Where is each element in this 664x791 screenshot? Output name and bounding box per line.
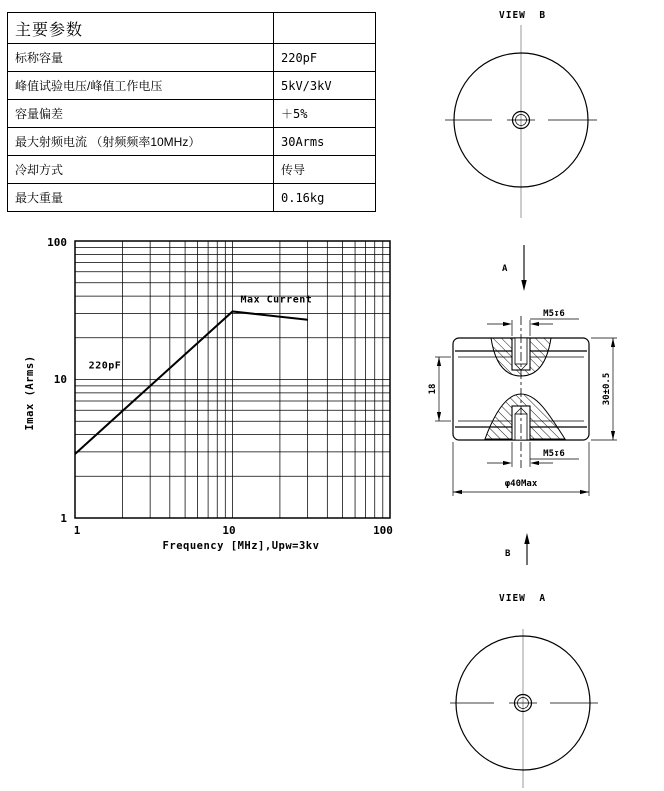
table-row bbox=[8, 100, 376, 128]
section-arrow-a bbox=[498, 243, 538, 293]
section-arrow-b bbox=[505, 533, 530, 565]
diameter-dim-text: φ40Max bbox=[504, 479, 538, 489]
row-value: 5kV/3kV bbox=[274, 72, 376, 100]
table-row bbox=[8, 72, 376, 100]
x-tick-1: 1 bbox=[73, 524, 81, 537]
x-tick-100: 100 bbox=[373, 524, 393, 537]
table-row bbox=[8, 184, 376, 212]
electrode-height-dim-text: 18 bbox=[428, 383, 438, 395]
view-a-drawing bbox=[440, 626, 610, 791]
chart-annotation-0: 220pF bbox=[88, 360, 122, 372]
row-value: 传导 bbox=[274, 156, 376, 184]
row-label: 最大重量 bbox=[8, 184, 274, 212]
top-thread-dimension bbox=[487, 309, 579, 336]
y-axis-label: Imax (Arms) bbox=[24, 355, 36, 431]
x-axis-label: Frequency [MHz],Upw=3kv bbox=[162, 540, 320, 552]
bottom-thread-dimension bbox=[487, 442, 579, 467]
view-a-title: VIEW A bbox=[499, 593, 547, 604]
row-value: 30Arms bbox=[274, 128, 376, 156]
row-label: 峰值试验电压/峰值工作电压 bbox=[8, 72, 274, 100]
height-dimension bbox=[591, 338, 617, 440]
table-row bbox=[8, 128, 376, 156]
arrow-a-head bbox=[521, 280, 526, 291]
chart-grid bbox=[75, 241, 390, 518]
row-label: 冷却方式 bbox=[8, 156, 274, 184]
parameter-table bbox=[7, 12, 376, 212]
height-dim-text: 30±0.5 bbox=[602, 372, 612, 406]
row-label: 最大射频电流 （射频频率10MHz） bbox=[8, 128, 274, 156]
row-value: ＋5% bbox=[274, 100, 376, 128]
table-title: 主要参数 bbox=[8, 13, 274, 44]
table-title-value bbox=[274, 13, 376, 44]
max-current-curve bbox=[75, 311, 308, 454]
electrode-height-dimension bbox=[428, 357, 451, 421]
y-tick-10: 10 bbox=[53, 373, 67, 386]
table-row bbox=[8, 156, 376, 184]
arrow-b-label: B bbox=[505, 549, 511, 559]
view-b-title: VIEW B bbox=[499, 10, 547, 21]
top-thread-callout: M5↧6 bbox=[543, 309, 565, 319]
table-header-row bbox=[8, 13, 376, 44]
imax-frequency-chart bbox=[15, 230, 405, 560]
chart-annotation-1: Max Current bbox=[240, 294, 313, 306]
x-tick-10: 10 bbox=[222, 524, 236, 537]
row-label: 标称容量 bbox=[8, 44, 274, 72]
row-value: 0.16kg bbox=[274, 184, 376, 212]
table-row bbox=[8, 44, 376, 72]
row-label: 容量偏差 bbox=[8, 100, 274, 128]
y-tick-100: 100 bbox=[47, 236, 67, 249]
capacitor-cross-section bbox=[425, 296, 664, 581]
y-tick-1: 1 bbox=[60, 512, 67, 525]
row-value: 220pF bbox=[274, 44, 376, 72]
view-b-drawing bbox=[440, 22, 605, 227]
bottom-thread-callout: M5↧6 bbox=[543, 449, 565, 459]
arrow-a-label: A bbox=[502, 264, 508, 274]
